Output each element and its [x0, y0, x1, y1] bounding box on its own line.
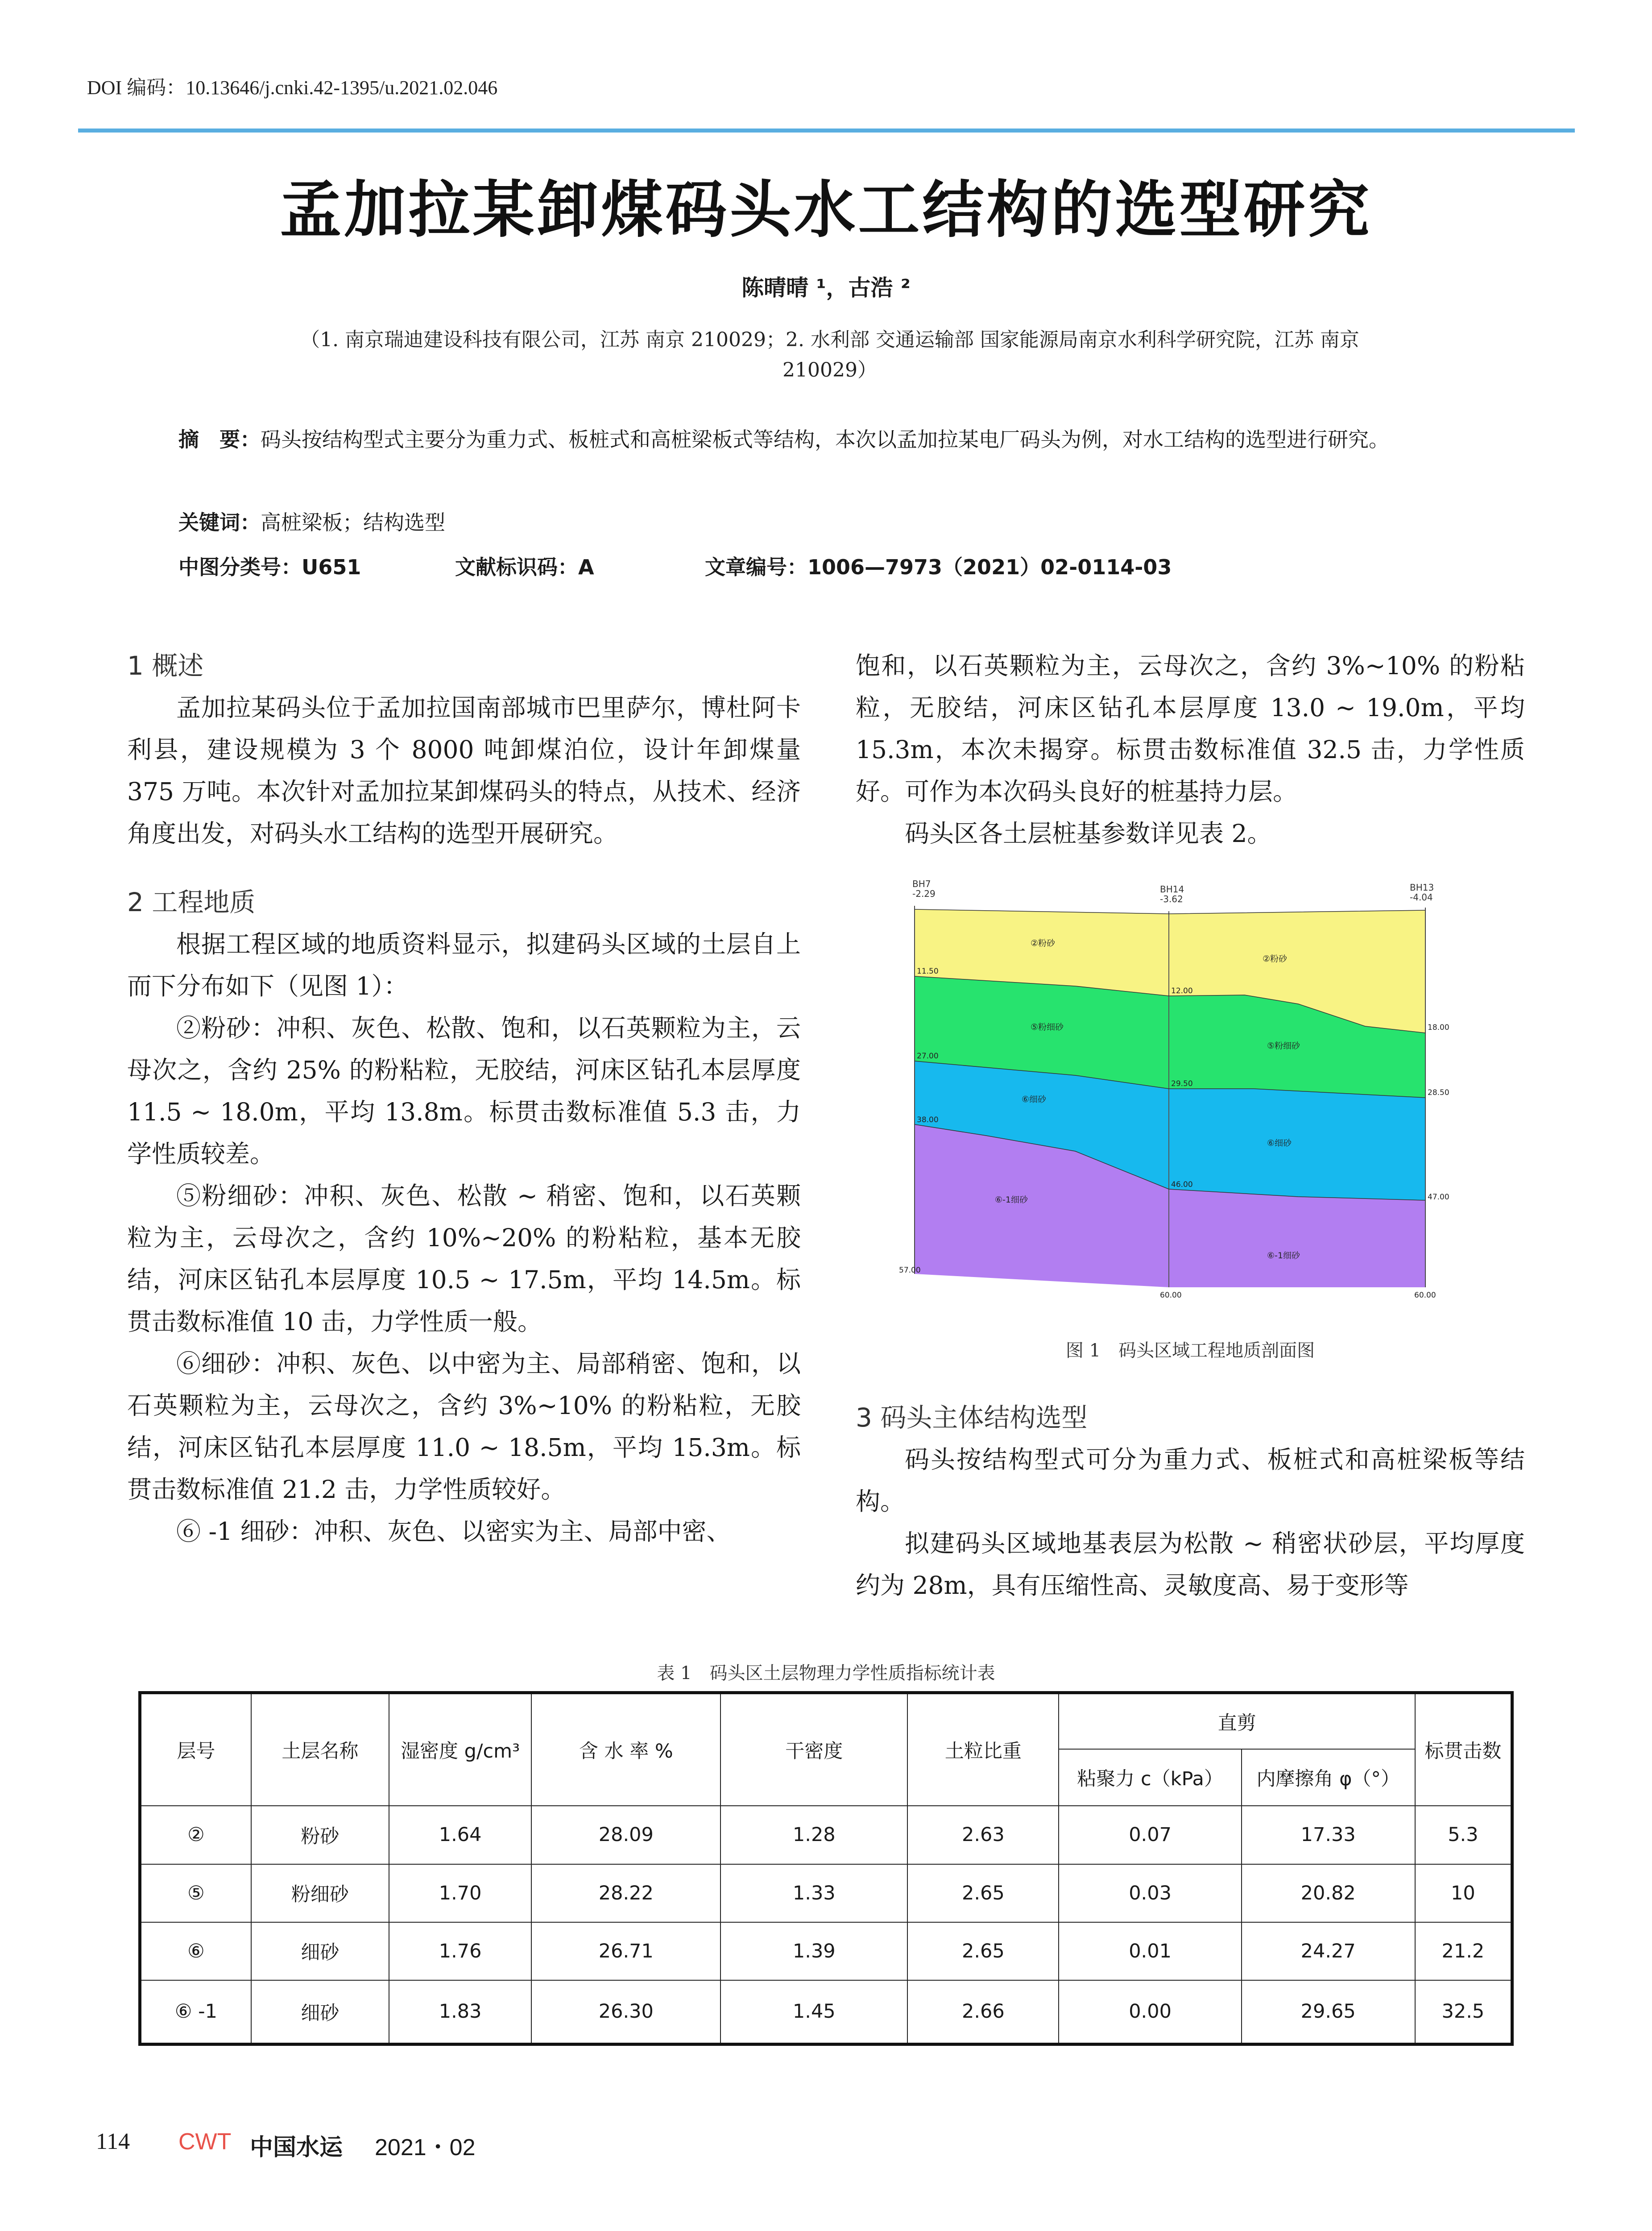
article-number: 文章编号：1006—7973（2021）02-0114-03 [705, 555, 1172, 579]
bh14-name: BH14 [1160, 884, 1184, 895]
keywords-label: 关键词： [178, 510, 261, 535]
depth-mid-2: 29.50 [1171, 1079, 1193, 1088]
layer-label-2-right: ②粉砂 [1263, 954, 1288, 964]
cell: 26.71 [531, 1922, 720, 1980]
depth-left-4: 57.00 [899, 1266, 921, 1275]
layer-label-5-left: ⑤粉细砂 [1031, 1022, 1064, 1032]
doi-line: DOI 编码：10.13646/j.cnki.42-1395/u.2021.02.046 [87, 77, 498, 99]
cell: 28.09 [531, 1806, 720, 1864]
cell: 粉细砂 [251, 1864, 389, 1922]
layer-label-6-left: ⑥细砂 [1022, 1095, 1047, 1104]
cell: 2.65 [907, 1922, 1059, 1980]
depth-right-2: 28.50 [1428, 1088, 1449, 1097]
depth-left-3: 38.00 [917, 1116, 939, 1124]
journal-name: 中国水运 [250, 2134, 343, 2161]
cell: ⑥ -1 [140, 1980, 251, 2044]
cell: 0.07 [1059, 1806, 1241, 1864]
bh14-elev: -3.62 [1160, 894, 1183, 904]
section-2-paragraph-5: ⑥ -1 细砂：冲积、灰色、以密实为主、局部中密、 [176, 1517, 731, 1546]
abstract-text: 码头按结构型式主要分为重力式、板桩式和高桩梁板式等结构，本次以孟加拉某电厂码头为例，对水工结构的选型进行研究。 [261, 427, 1389, 452]
layer-label-6-1-right: ⑥-1细砂 [1267, 1251, 1300, 1261]
figure-1-caption: 图 1 码头区域工程地质剖面图 [1065, 1340, 1315, 1361]
th-soil-name: 土层名称 [251, 1693, 389, 1806]
soil-properties-table [138, 1691, 1514, 2046]
bh13-elev: -4.04 [1410, 892, 1433, 903]
th-friction-angle: 内摩擦角 φ（°） [1242, 1749, 1415, 1806]
cell: 1.28 [720, 1806, 907, 1864]
th-water-content: 含 水 率 % [531, 1693, 720, 1806]
cell: 0.01 [1059, 1922, 1241, 1980]
cell: 1.39 [720, 1922, 907, 1980]
depth-mid-4: 60.00 [1160, 1291, 1182, 1300]
depth-mid-1: 12.00 [1171, 987, 1193, 995]
cell: 0.00 [1059, 1980, 1241, 2044]
cell: 2.65 [907, 1864, 1059, 1922]
cell: 5.3 [1415, 1806, 1512, 1864]
table-row [140, 1922, 1512, 1980]
depth-right-3: 47.00 [1428, 1193, 1449, 1202]
cell: ② [140, 1806, 251, 1864]
abstract-label: 摘 要： [178, 427, 261, 452]
left-column [127, 645, 801, 1552]
cell: 2.63 [907, 1806, 1059, 1864]
cell: 1.70 [389, 1864, 531, 1922]
cell: 17.33 [1242, 1806, 1415, 1864]
affiliations-line2: 210029） [783, 359, 877, 382]
affiliations-line1: （1. 南京瑞迪建设科技有限公司，江苏 南京 210029；2. 水利部 交通运输部 国家能源局南京水利科学研究院，江苏 南京 [300, 328, 1359, 351]
brand-logo: CWT [178, 2129, 232, 2155]
abstract [178, 422, 1490, 457]
section-3-heading: 3 码头主体结构选型 [856, 1402, 1088, 1433]
table-header-row-1 [140, 1693, 1512, 1750]
cell: 26.30 [531, 1980, 720, 2044]
depth-right-4: 60.00 [1414, 1291, 1436, 1300]
cell: 1.45 [720, 1980, 907, 2044]
cell: 29.65 [1242, 1980, 1415, 2044]
bh7-name: BH7 [912, 879, 931, 889]
section-1-paragraph: 孟加拉某码头位于孟加拉国南部城市巴里萨尔，博杜阿卡利县，建设规模为 3 个 8000 吨卸煤泊位，设计年卸煤量 375 万吨。本次针对孟加拉某卸煤码头的特点，从技术、经济角度出发，对码头水工结构的选型开展研究。 [127, 693, 801, 848]
section-2-paragraph-1: 根据工程区域的地质资料显示，拟建码头区域的土层自上而下分布如下（见图 1）： [127, 930, 801, 1000]
layer-label-6-right: ⑥细砂 [1267, 1138, 1292, 1148]
affiliations [165, 325, 1495, 386]
cell: 2.66 [907, 1980, 1059, 2044]
keywords [178, 506, 445, 536]
th-dry-density: 干密度 [720, 1693, 907, 1806]
cell: 28.22 [531, 1864, 720, 1922]
cell: 24.27 [1242, 1922, 1415, 1980]
layer-label-6-1-left: ⑥-1细砂 [995, 1195, 1028, 1205]
layer-label-5-right: ⑤粉细砂 [1267, 1041, 1300, 1051]
geologic-profile-figure [897, 875, 1452, 1330]
cell: ⑥ [140, 1922, 251, 1980]
cell: 细砂 [251, 1980, 389, 2044]
right-column-top [856, 645, 1525, 854]
section-3-paragraph-2: 拟建码头区域地基表层为松散 ~ 稍密状砂层，平均厚度约为 28m，具有压缩性高、灵敏度高、易于变形等 [856, 1529, 1525, 1600]
article-title: 孟加拉某卸煤码头水工结构的选型研究 [280, 173, 1372, 246]
th-specific-gravity: 土粒比重 [907, 1693, 1059, 1806]
th-wet-density: 湿密度 g/cm³ [389, 1693, 531, 1806]
cell: 0.03 [1059, 1864, 1241, 1922]
header-rule [78, 129, 1575, 133]
depth-right-1: 18.00 [1428, 1023, 1449, 1032]
cell: 1.33 [720, 1864, 907, 1922]
bh13-name: BH13 [1410, 882, 1434, 893]
section-2-paragraph-3: ⑤粉细砂：冲积、灰色、松散 ~ 稍密、饱和，以石英颗粒为主，云母次之，含约 10%~20% 的粉粘粒，基本无胶结，河床区钻孔本层厚度 10.5 ~ 17.5m，平均 14.5m。标贯击数标准值 10 击，力学性质一般。 [127, 1182, 801, 1336]
depth-left-2: 27.00 [917, 1052, 939, 1061]
depth-left-1: 11.50 [917, 967, 939, 976]
cell: 粉砂 [251, 1806, 389, 1864]
cell: 细砂 [251, 1922, 389, 1980]
section-2-paragraph-6: 码头区各土层桩基参数详见表 2。 [905, 819, 1272, 848]
cell: ⑤ [140, 1864, 251, 1922]
cell: 21.2 [1415, 1922, 1512, 1980]
th-direct-shear: 直剪 [1059, 1693, 1415, 1750]
table-row [140, 1806, 1512, 1864]
section-2-paragraph-4: ⑥细砂：冲积、灰色、以中密为主、局部稍密、饱和，以石英颗粒为主，云母次之，含约 3%~10% 的粉粘粒，无胶结，河床区钻孔本层厚度 11.0 ~ 18.5m，平均 15.3m。标贯击数标准值 21.2 击，力学性质较好。 [127, 1349, 801, 1504]
cell: 32.5 [1415, 1980, 1512, 2044]
th-spt: 标贯击数 [1415, 1693, 1512, 1806]
th-layer-no: 层号 [140, 1693, 251, 1806]
issue-label: 2021・02 [375, 2135, 476, 2161]
cell: 1.83 [389, 1980, 531, 2044]
keywords-text: 高桩梁板；结构选型 [261, 510, 445, 535]
page-number: 114 [96, 2129, 130, 2154]
authors: 陈晴晴 ¹，古浩 ² [741, 275, 911, 301]
right-column-bottom [856, 1397, 1525, 1606]
layer-label-2-left: ②粉砂 [1031, 938, 1056, 948]
depth-mid-3: 46.00 [1171, 1180, 1193, 1189]
clc-number: 中图分类号：U651 [178, 555, 361, 579]
cell: 10 [1415, 1864, 1512, 1922]
th-cohesion: 粘聚力 c（kPa） [1059, 1749, 1241, 1806]
section-2-paragraph-2: ②粉砂：冲积、灰色、松散、饱和，以石英颗粒为主，云母次之，含约 25% 的粉粘粒，无胶结，河床区钻孔本层厚度 11.5 ~ 18.0m，平均 13.8m。标贯击数标准值 5.3 击，力学性质较差。 [127, 1014, 801, 1168]
document-code: 文献标识码：A [455, 555, 594, 579]
section-2-heading: 2 工程地质 [127, 887, 256, 917]
bh7-elev: -2.29 [912, 888, 936, 899]
table-row [140, 1980, 1512, 2044]
cell: 20.82 [1242, 1864, 1415, 1922]
table-1-caption: 表 1 码头区土层物理力学性质指标统计表 [657, 1663, 995, 1684]
section-3-paragraph-1: 码头按结构型式可分为重力式、板桩式和高桩梁板等结构。 [856, 1445, 1525, 1516]
cell: 1.64 [389, 1806, 531, 1864]
cell: 1.76 [389, 1922, 531, 1980]
section-2-paragraph-5-continued: 饱和，以石英颗粒为主，云母次之，含约 3%~10% 的粉粘粒，无胶结，河床区钻孔本层厚度 13.0 ~ 19.0m，平均 15.3m，本次未揭穿。标贯击数标准值 32.5 击，力学性质好。可作为本次码头良好的桩基持力层。 [856, 651, 1525, 806]
section-1-heading: 1 概述 [127, 651, 204, 681]
table-row [140, 1864, 1512, 1922]
